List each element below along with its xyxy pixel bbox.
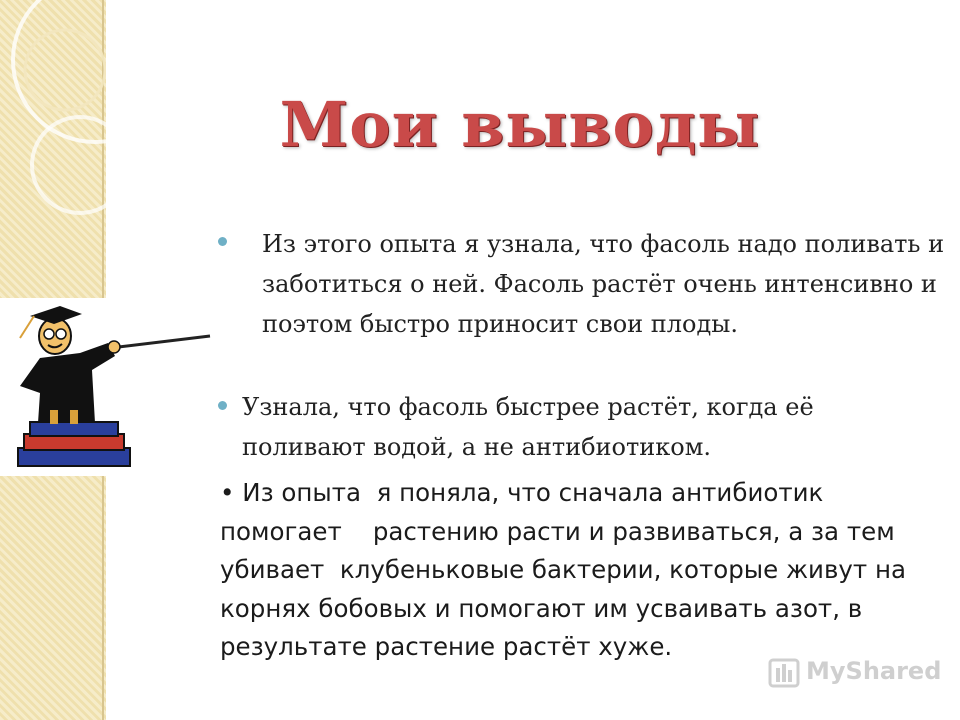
slide-title: Мои выводы — [279, 88, 761, 161]
bullet-3-text: • Из опыта я поняла, что сначала антибиотик помогает растению расти и развиваться, а за тем убивает клубеньковые бактерии, которые живут на корнях бобовых и помогают им усваивать азот, в результате растение растёт хуже. — [220, 478, 914, 661]
bullet-marker — [218, 237, 227, 246]
bullet-2-text: Узнала, что фасоль быстрее растёт, когда её поливают водой, а не антибиотиком. — [242, 393, 814, 461]
bullet-1-text: Из этого опыта я узнала, что фасоль надо поливать и заботиться о ней. Фасоль растёт очень интенсивно и поэтом быстро приносит свои плоды. — [262, 230, 945, 338]
watermark-text: MyShared — [806, 657, 942, 685]
teacher-with-pointer-icon — [0, 298, 212, 476]
bullet-marker — [218, 401, 227, 410]
circle-decoration-icon — [0, 0, 106, 300]
